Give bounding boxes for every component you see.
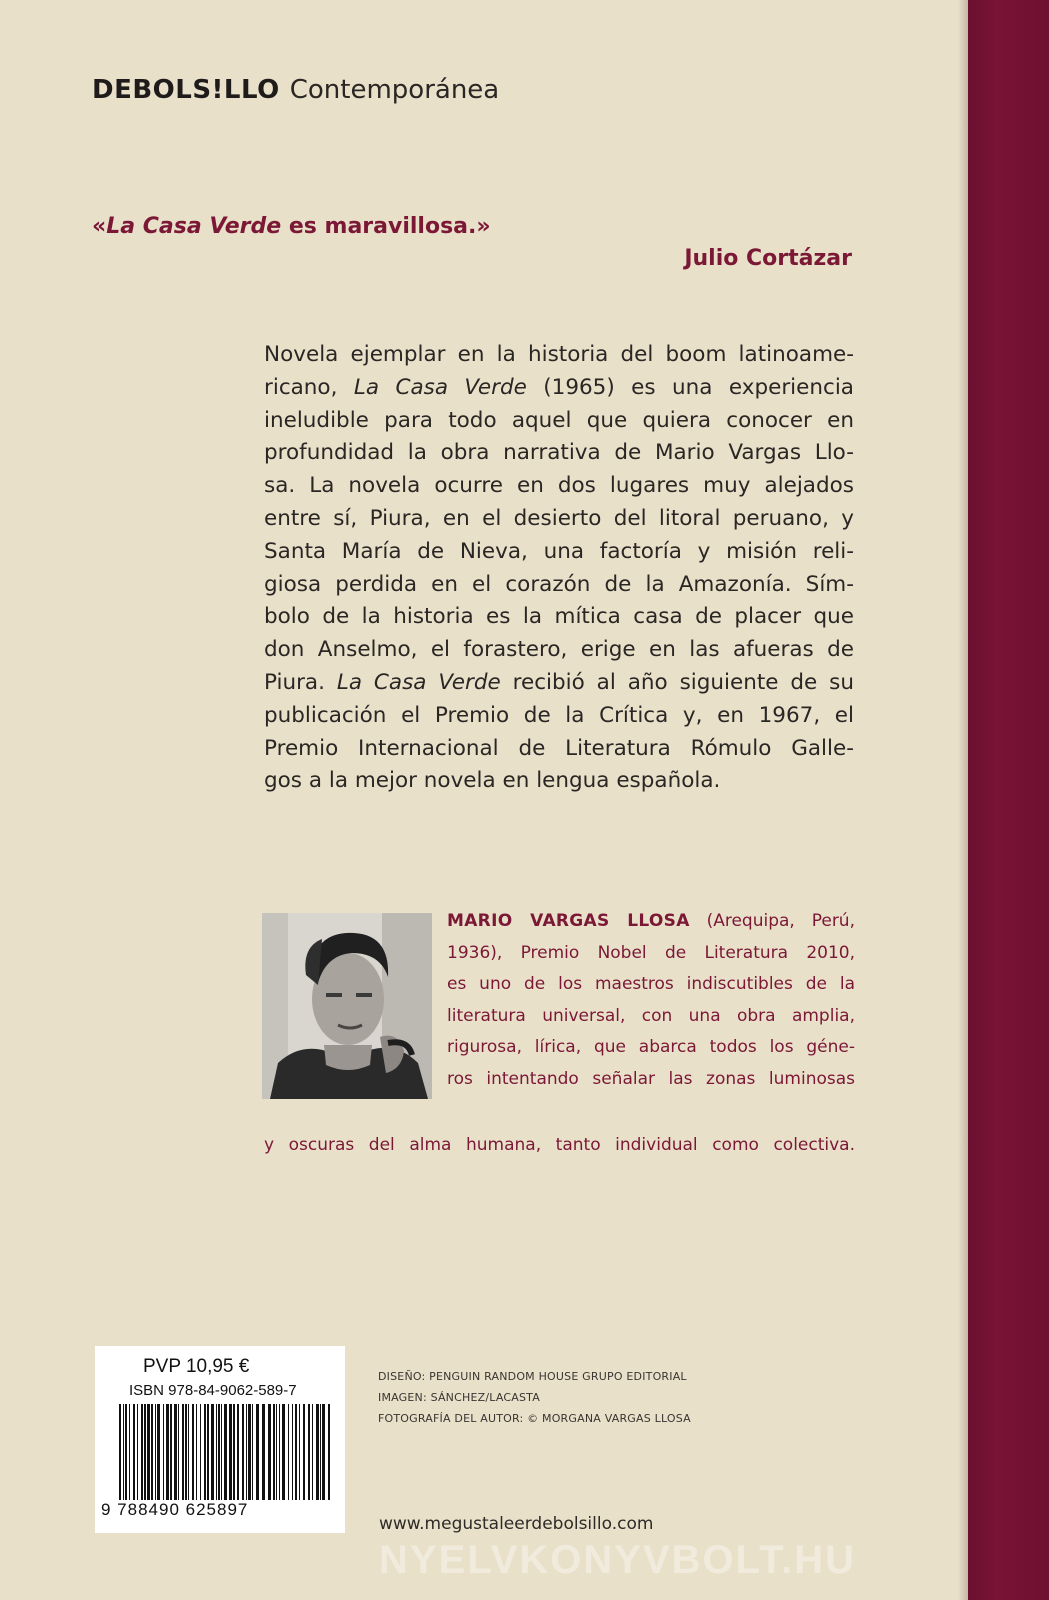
isbn: ISBN 978-84-9062-589-7	[129, 1382, 297, 1399]
barcode-bar	[248, 1404, 251, 1500]
author-bio	[447, 906, 855, 1095]
bio-line: ros intentando señalar las zonas luminosas	[447, 1068, 855, 1089]
barcode-bar	[196, 1404, 197, 1500]
barcode-bar	[182, 1404, 184, 1500]
barcode-bar	[119, 1404, 121, 1500]
bio-line: y oscuras del alma humana, tanto individual como colectiva.	[264, 1135, 855, 1155]
ean-digits: 9 788490 625897	[101, 1500, 249, 1519]
quote-book-title: La Casa Verde	[106, 214, 282, 239]
credits	[378, 1366, 691, 1429]
barcode-bar	[242, 1404, 244, 1500]
author-photo	[262, 913, 432, 1099]
book-spine	[968, 0, 1049, 1600]
barcode-bar	[155, 1404, 156, 1500]
quote-author: Julio Cortázar	[684, 246, 852, 271]
blurb-line: gos a la mejor novela en lengua española.	[264, 768, 721, 794]
credit-design: DISEÑO: PENGUIN RANDOM HOUSE GRUPO EDITORIAL	[378, 1370, 687, 1383]
barcode-bar	[157, 1404, 160, 1500]
blurb-line: Novela ejemplar en la historia del boom latinoame-	[264, 342, 854, 367]
barcode-bar	[137, 1404, 138, 1500]
blurb-line: giosa perdida en el corazón de la Amazonía. Sím-	[264, 571, 854, 597]
book-blurb	[264, 339, 854, 798]
barcode-bar	[141, 1404, 143, 1500]
barcode-bar	[133, 1404, 135, 1500]
barcode-bar	[252, 1404, 253, 1500]
barcode-bar	[151, 1404, 153, 1500]
blurb-line: Premio Internacional de Literatura Rómulo Galle-	[264, 735, 854, 761]
barcode-bar	[256, 1404, 259, 1500]
bio-line: es uno de los maestros indiscutibles de la	[447, 974, 855, 994]
blurb-line: Santa María de Nieva, una factoría y misión reli-	[264, 538, 854, 564]
barcode-bar	[178, 1404, 179, 1500]
barcode-bar	[273, 1404, 275, 1500]
barcode-bar	[123, 1404, 124, 1500]
blurb-line: bolo de la historia es la mítica casa de placer que	[264, 604, 854, 630]
barcode-bar	[299, 1404, 300, 1500]
author-bio-end	[264, 1130, 855, 1162]
barcode-bar	[322, 1404, 325, 1500]
collection-name: Contemporánea	[289, 75, 500, 105]
barcode-bar	[129, 1404, 130, 1500]
barcode-bar	[279, 1404, 280, 1500]
blurb-line: profundidad la obra narrativa de Mario Vargas Llo-	[264, 440, 854, 466]
barcode-bar	[246, 1404, 247, 1500]
blurb-line: Piura. La Casa Verde recibió al año siguiente de su	[264, 669, 854, 695]
barcode-bar	[276, 1404, 277, 1500]
barcode-bar	[282, 1404, 285, 1500]
barcode-bar	[163, 1404, 164, 1500]
barcode-bar	[308, 1404, 310, 1500]
barcode-icon	[115, 1404, 335, 1500]
barcode-bar	[174, 1404, 177, 1500]
barcode-bar	[312, 1404, 313, 1500]
barcode-bar	[188, 1404, 189, 1500]
barcode-bar	[211, 1404, 214, 1500]
publisher-logo: DEBOLS!LLO	[92, 75, 280, 105]
barcode-bar	[170, 1404, 172, 1500]
blurb-line: sa. La novela ocurre en dos lugares muy alejados	[264, 473, 854, 499]
barcode-bar	[125, 1404, 127, 1500]
author-name: MARIO VARGAS LLOSA	[447, 911, 690, 931]
barcode-bar	[224, 1404, 227, 1500]
barcode-bar	[288, 1404, 289, 1500]
watermark: NYELVKONYVBOLT.HU	[379, 1538, 856, 1582]
barcode-bar	[204, 1404, 206, 1500]
blurb-line: don Anselmo, el forastero, erige en las afueras de	[264, 637, 854, 663]
blurb-line: ricano, La Casa Verde (1965) es una experiencia	[264, 374, 854, 400]
barcode-bar	[268, 1404, 271, 1500]
barcode-bar	[200, 1404, 201, 1500]
author-portrait-icon	[262, 913, 432, 1099]
barcode-bar	[237, 1404, 239, 1500]
barcode-bar	[295, 1404, 297, 1500]
barcode-bar	[303, 1404, 305, 1500]
barcode-bar	[207, 1404, 209, 1500]
website-url: www.megustaleerdebolsillo.com	[379, 1514, 654, 1534]
barcode-bar	[316, 1404, 319, 1500]
credit-photo: FOTOGRAFÍA DEL AUTOR: © MORGANA VARGAS LLOSA	[378, 1412, 691, 1425]
barcode-bar	[185, 1404, 187, 1500]
barcode-bar	[262, 1404, 265, 1500]
price: PVP 10,95 €	[143, 1356, 250, 1377]
bio-line: rigurosa, lírica, que abarca todos los géne-	[447, 1037, 855, 1057]
blurb-line: entre sí, Piura, en el desierto del litoral peruano, y	[264, 505, 854, 531]
blurb-line: publicación el Premio de la Crítica y, en 1967, el	[264, 702, 854, 728]
barcode-bar	[221, 1404, 222, 1500]
barcode-bar	[229, 1404, 232, 1500]
barcode-bar	[218, 1404, 220, 1500]
barcode-bar	[328, 1404, 330, 1500]
barcode-label	[95, 1346, 345, 1533]
barcode-bar	[216, 1404, 217, 1500]
blurb-line: ineludible para todo aquel que quiera conocer en	[264, 407, 854, 433]
bio-line: MARIO VARGAS LLOSA (Arequipa, Perú,	[447, 911, 855, 931]
barcode-bar	[147, 1404, 150, 1500]
barcode-bar	[233, 1404, 235, 1500]
barcode-bar	[192, 1404, 194, 1500]
barcode-bar	[144, 1404, 146, 1500]
review-quote: «La Casa Verde es maravillosa.»	[92, 214, 491, 239]
bio-line: 1936), Premio Nobel de Literatura 2010,	[447, 942, 855, 963]
bio-line: literatura universal, con una obra amplia,	[447, 1005, 855, 1026]
barcode-bar	[166, 1404, 169, 1500]
barcode-bar	[320, 1404, 321, 1500]
barcode-bar	[292, 1404, 293, 1500]
credit-image: IMAGEN: SÁNCHEZ/LACASTA	[378, 1391, 540, 1404]
publisher-brand	[92, 75, 499, 105]
